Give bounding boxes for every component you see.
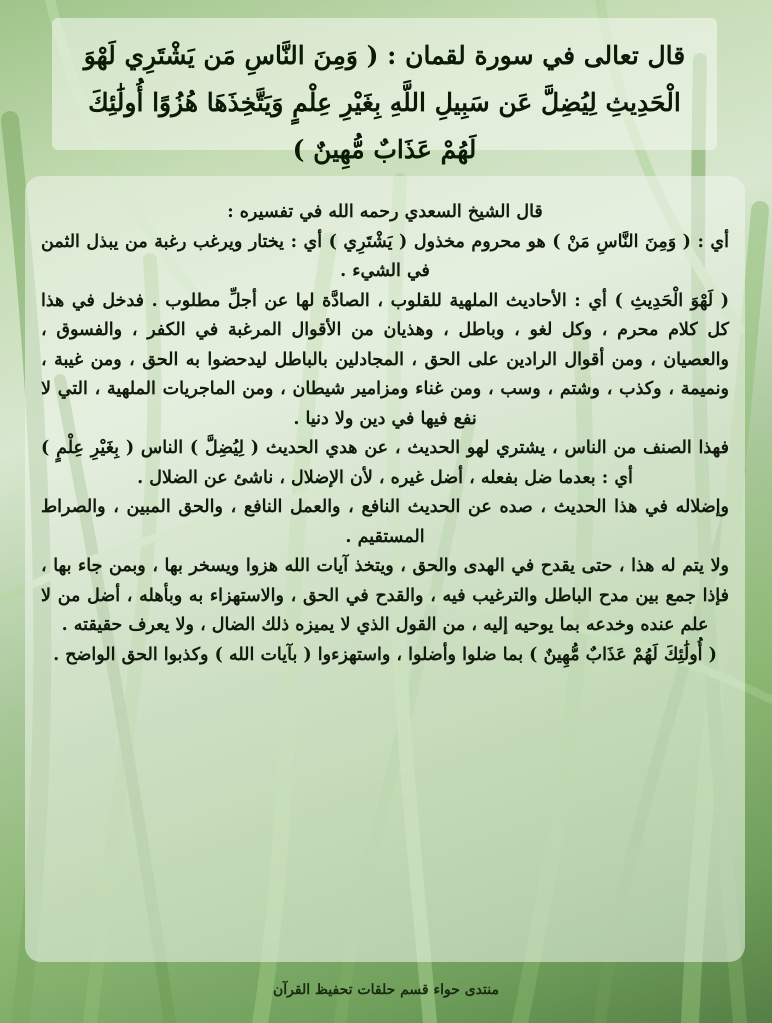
forum-credit: منتدى حواء قسم حلقات تحفيظ القرآن — [273, 982, 499, 998]
tafsir-panel — [25, 176, 745, 962]
verse-panel — [52, 18, 717, 164]
tafsir-paragraph: وإضلاله في هذا الحديث ، صده عن الحديث النافع ، والعمل النافع ، والحق المبين ، والصراط المستقيم . — [41, 497, 729, 547]
tafsir-paragraph: ولا يتم له هذا ، حتى يقدح في الهدى والحق ، ويتخذ آيات الله هزوا ويسخر بها ، وبمن جاء بها ، فإذا جمع بين مدح الباطل والترغيب فيه ، والقدح في الحق ، والاستهزاء به وبأهله ، أضل من لا علم عنده وخدعه بما يوحيه إليه ، من القول الذي لا يميزه ذلك الضال ، ولا يعرف حقيقته . — [41, 556, 729, 635]
verse-text: قال تعالى في سورة لقمان : ( وَمِنَ النَّاسِ مَن يَشْتَرِي لَهْوَ الْحَدِيثِ لِيُضِلَّ عَن سَبِيلِ اللَّهِ بِغَيْرِ عِلْمٍ وَيَتَّخِذَهَا هُزُوًا أُولَٰئِكَ لَهُمْ عَذَابٌ مُّهِينٌ ) — [83, 41, 686, 164]
tafsir-heading: قال الشيخ السعدي رحمه الله في تفسيره : — [227, 202, 543, 222]
tafsir-paragraph: فهذا الصنف من الناس ، يشتري لهو الحديث ، عن هدي الحديث ( لِيُضِلَّ ) الناس ( بِغَيْرِ عِلْمٍ ) أي : بعدما ضل بفعله ، أضل غيره ، لأن الإضلال ، ناشئ عن الضلال . — [41, 438, 729, 488]
tafsir-paragraph: ( أُولَٰئِكَ لَهُمْ عَذَابٌ مُّهِينٌ ) بما ضلوا وأضلوا ، واستهزءوا ( بآيات الله ) وكذبوا الحق الواضح . — [53, 644, 717, 665]
tafsir-paragraph: ( لَهْوَ الْحَدِيثِ ) أي : الأحاديث الملهية للقلوب ، الصادَّة لها عن أجلِّ مطلوب . فدخل في هذا كل كلام محرم ، وكل لغو ، وباطل ، وهذيان من الأقوال المرغبة في الكفر ، والفسوق ، والعصيان ، ومن أقوال الرادين على الحق ، المجادلين بالباطل ليدحضوا به الحق ، ومن غيبة ، ونميمة ، وكذب ، وشتم ، وسب ، ومن غناء ومزامير شيطان ، ومن الماجريات الملهية ، التي لا نفع فيها في دين ولا دنيا . — [41, 290, 729, 429]
tafsir-paragraph: أي : ( وَمِنَ النَّاسِ مَنْ ) هو محروم مخذول ( يَشْتَرِي ) أي : يختار ويرغب رغبة من يبذل الثمن في الشيء . — [41, 231, 729, 281]
